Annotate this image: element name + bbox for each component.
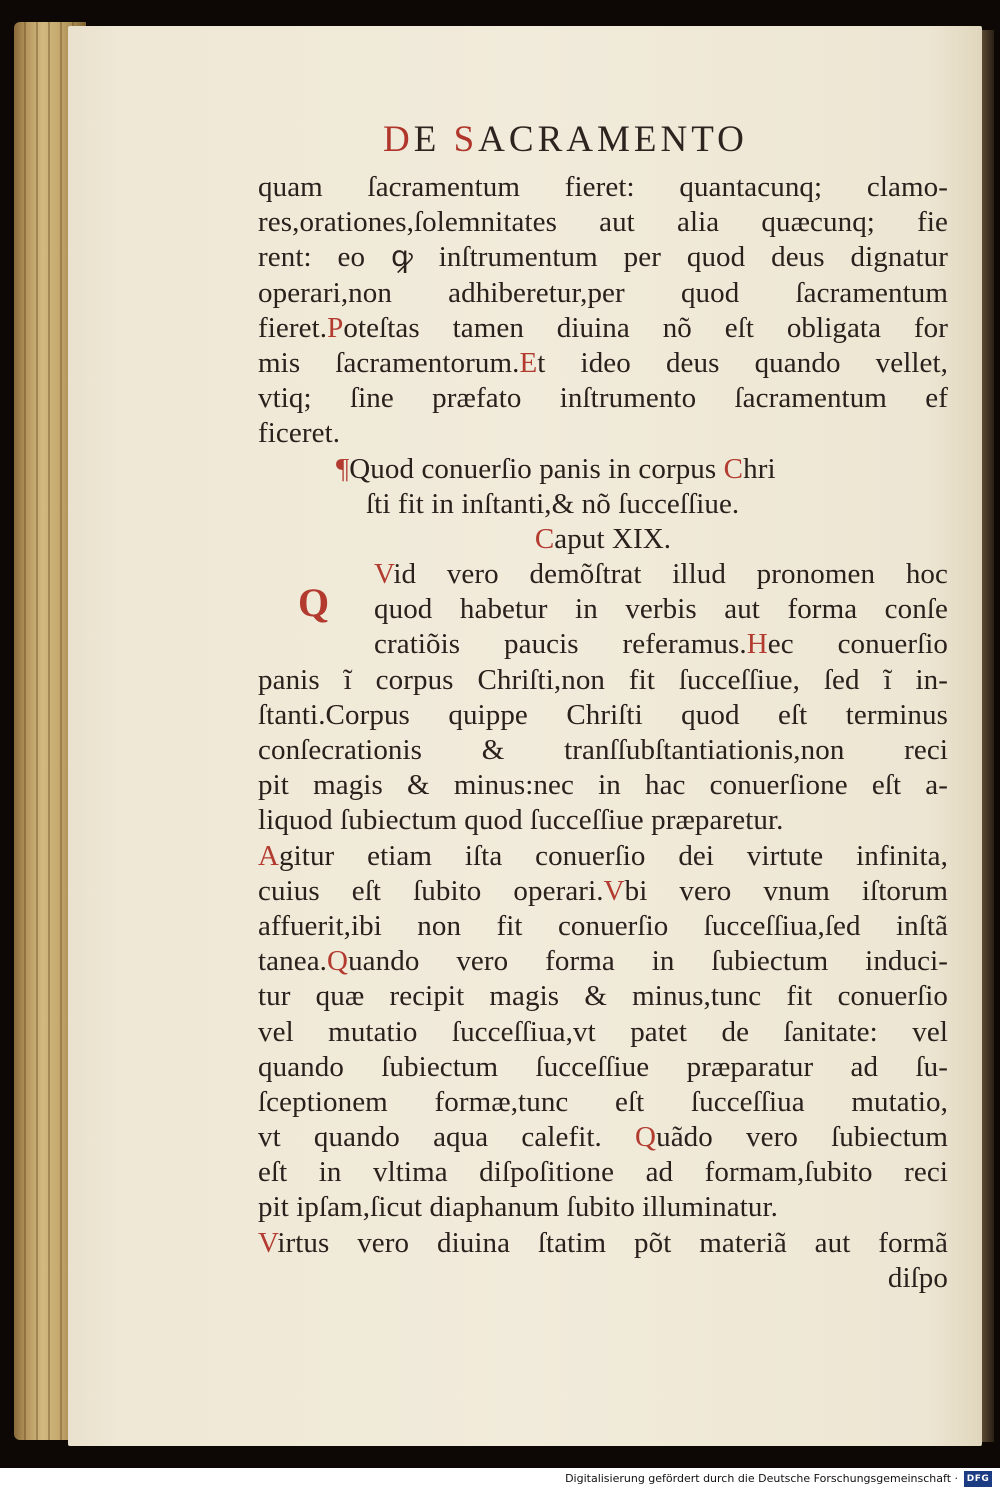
text-span: uãdo vero ſubiectum <box>656 1121 949 1154</box>
text-span: id vero demõſtrat illud pronomen hoc <box>393 558 948 591</box>
text-span: tanea. <box>258 945 328 978</box>
text-line <box>258 346 948 381</box>
pilcrow: ¶ <box>336 452 350 485</box>
footer-credit: Digitalisierung gefördert durch die Deutsche Forschungsgemeinschaft · <box>565 1472 958 1485</box>
text-line: quando ſubiectum ſucceſſiue præparatur ad ſu- <box>258 1050 948 1083</box>
body-text <box>258 170 948 1296</box>
rubricated-initial: V <box>374 558 394 591</box>
running-head-text-2: ACRAMENTO <box>478 119 748 160</box>
text-line <box>258 874 948 909</box>
footer-bar <box>0 1468 1000 1492</box>
drop-capital: Q <box>298 580 330 625</box>
text-line <box>258 1226 948 1261</box>
rubricated-initial: A <box>258 839 280 872</box>
text-line: vel mutatio ſucceſſiua,vt patet de ſanitate: vel <box>258 1015 948 1048</box>
running-head-text: E <box>413 119 454 160</box>
catchword: diſpo <box>887 1261 948 1294</box>
rubricated-initial: H <box>746 628 768 661</box>
rubricated-initial: V <box>603 874 625 907</box>
chapter-heading-line-1 <box>258 452 896 487</box>
text-span: mis ſacramentorum. <box>258 346 520 379</box>
text-line: pit magis & minus:nec in hac conuerſione eſt a- <box>258 769 948 802</box>
heading-text: hri <box>743 452 776 485</box>
text-line: panis ĩ corpus Chriſti,non fit ſucceſſiue, ſed ĩ in- <box>258 663 948 696</box>
text-line: quam ſacramentum fieret: quantacunq; clamo- <box>258 171 948 203</box>
text-line <box>258 1120 948 1155</box>
chapter-heading-line-2: ſti fit in inſtanti,& nõ ſucceſſiue. <box>366 487 740 520</box>
running-head-red-initial: D <box>383 119 414 160</box>
text-span: uando vero forma in ſubiectum induci- <box>348 945 948 978</box>
text-span: ec conuerſio <box>767 628 948 661</box>
text-line: eſt in vltima diſpoſitione ad formam,ſubito reci <box>258 1156 948 1189</box>
text-line: rent: eo ꝙ inſtrumentum per quod deus dignatur <box>258 241 948 274</box>
rubricated-initial: Q <box>327 945 349 978</box>
rubricated-initial: Q <box>635 1121 657 1154</box>
text-line: operari,non adhiberetur,per quod ſacramentum <box>258 276 948 309</box>
text-line <box>258 311 948 346</box>
text-line: res,orationes,ſolemnitates aut alia quæcunq; fie <box>258 206 948 239</box>
text-span: gitur etiam iſta conuerſio dei virtute infinita, <box>279 839 948 872</box>
running-head <box>383 118 748 161</box>
text-line <box>258 557 948 592</box>
rubricated-initial: V <box>258 1226 278 1259</box>
text-line <box>258 944 948 979</box>
text-line: liquod ſubiectum quod ſucceſſiue præparetur. <box>258 804 784 837</box>
text-span: irtus vero diuina ſtatim põt materiã aut formã <box>277 1226 948 1259</box>
text-line: conſecrationis & tranſſubſtantiationis,non reci <box>258 734 948 766</box>
text-line <box>258 839 948 874</box>
text-line: quod habetur in verbis aut forma conſe <box>374 593 948 626</box>
chapter-number <box>258 522 948 557</box>
text-span: vt quando aqua calefit. <box>258 1121 636 1154</box>
text-line: ſceptionem formæ,tunc eſt ſucceſſiua mutatio, <box>258 1085 948 1118</box>
text-span: cuius eſt ſubito operari. <box>258 874 604 907</box>
text-line: ficeret. <box>258 417 341 450</box>
heading-text: Quod conuerſio panis in corpus <box>349 452 724 485</box>
text-line: vtiq; ſine præfato inſtrumento ſacramentum ef <box>258 382 948 415</box>
text-span: bi vero vnum iſtorum <box>624 874 948 907</box>
chapter-number-text: aput XIX. <box>554 522 672 555</box>
text-line: tur quæ recipit magis & minus,tunc fit conuerſio <box>258 980 948 1013</box>
text-span: cratiõis paucis referamus. <box>374 628 747 661</box>
text-span: fieret. <box>258 311 328 344</box>
page-shadow <box>982 30 994 1442</box>
rubricated-initial: P <box>327 311 344 344</box>
rubricated-initial: C <box>534 522 555 555</box>
text-span: t ideo deus quando vellet, <box>537 346 949 379</box>
text-line: pit ipſam,ſicut diaphanum ſubito illuminatur. <box>258 1191 779 1224</box>
text-span: oteſtas tamen diuina nõ eſt obligata for <box>343 311 948 344</box>
running-head-red-initial-2: S <box>453 119 479 160</box>
text-line <box>258 627 948 662</box>
rubricated-initial: E <box>519 346 538 379</box>
dfg-logo: DFG <box>964 1471 992 1487</box>
rubricated-initial: C <box>723 452 744 485</box>
text-line: ſtanti.Corpus quippe Chriſti quod eſt terminus <box>258 698 948 731</box>
text-line: affuerit,ibi non fit conuerſio ſucceſſiua,ſed inſtã <box>258 909 948 942</box>
